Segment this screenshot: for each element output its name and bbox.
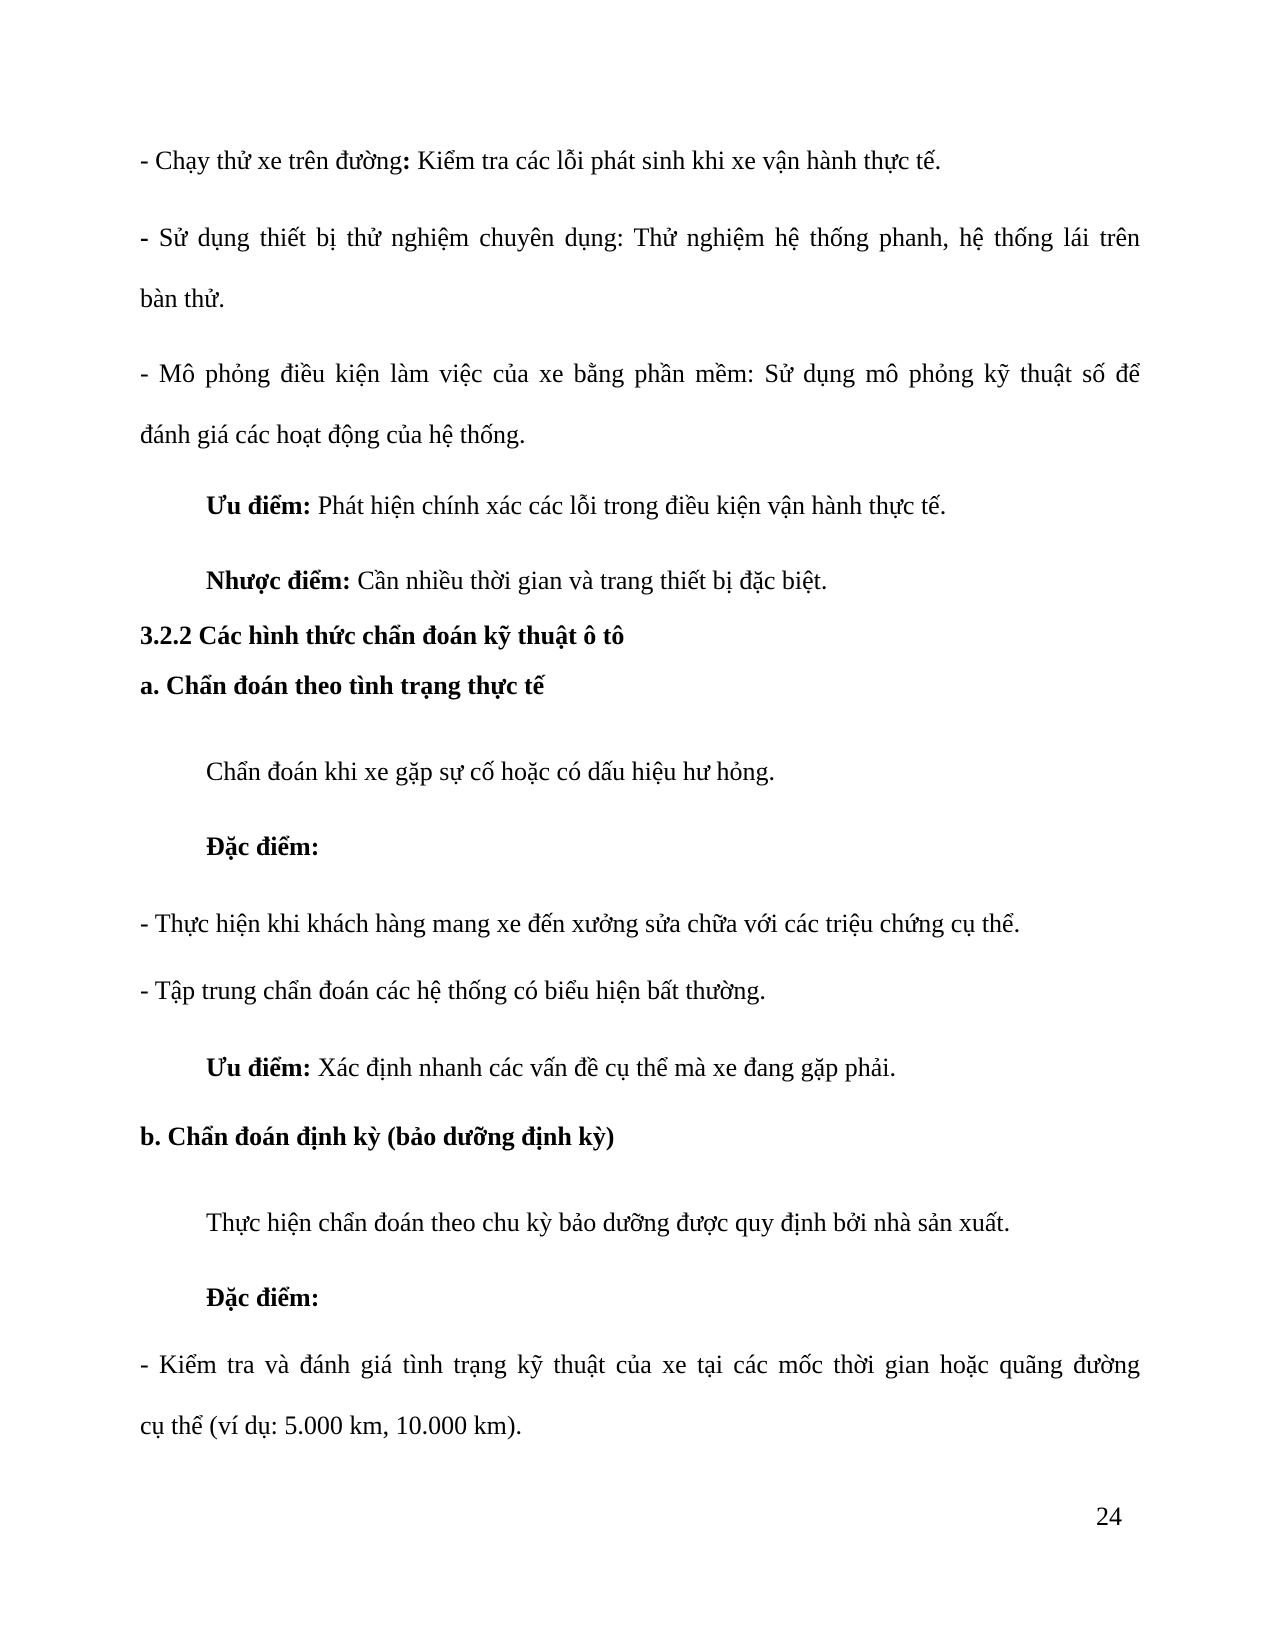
text-run: 3.2.2 Các hình thức chẩn đoán kỹ thuật ô tô [140,621,625,650]
text-line [140,661,1140,711]
text-line [140,893,1140,954]
text-run: bàn thử. [140,284,225,313]
paragraph [140,550,1140,611]
text-run: - Tập trung chẩn đoán các hệ thống có biểu hiện bất thường. [140,976,766,1005]
paragraph [140,893,1140,954]
paragraph [140,1037,1140,1098]
text-run: Phát hiện chính xác các lỗi trong điều kiện vận hành thực tế. [311,491,947,520]
text-run: Đặc điểm: [206,832,320,861]
text-line [140,475,1140,536]
text-line [140,1395,1140,1456]
text-run: - Chạy thử xe trên đường [140,146,403,175]
text-run: cụ thể (ví dụ: 5.000 km, 10.000 km). [140,1411,523,1440]
paragraph [140,1334,1140,1456]
text-run: Cần nhiều thời gian và trang thiết bị đặc biệt. [350,566,828,595]
text-line [140,741,1140,802]
text-line [140,404,1140,465]
text-line [140,816,1140,877]
text-run: - Mô phỏng điều kiện làm việc của xe bằng phần mềm: Sử dụng mô phỏng kỹ thuật số để [140,359,1140,388]
text-line [140,268,1140,329]
paragraph [140,1267,1140,1328]
document-content [140,130,1140,1456]
paragraph [140,816,1140,877]
paragraph [140,741,1140,802]
paragraph [140,343,1140,465]
text-line [140,1192,1140,1253]
section-heading [140,1112,1140,1162]
text-line [140,343,1140,404]
text-line [140,207,1140,268]
text-line [140,550,1140,611]
paragraph [140,475,1140,536]
section-heading [140,611,1140,661]
text-run: Nhược điểm: [206,566,351,595]
text-run: Chẩn đoán khi xe gặp sự cố hoặc có dấu hiệu hư hỏng. [206,757,775,786]
paragraph [140,207,1140,329]
text-run: Đặc điểm: [206,1283,320,1312]
text-run: b. Chẩn đoán định kỳ (bảo dưỡng định kỳ) [140,1122,615,1151]
page-number: 24 [1096,1502,1122,1531]
text-run: đánh giá các hoạt động của hệ thống. [140,420,526,449]
section-heading [140,661,1140,711]
text-line [140,1112,1140,1162]
text-run: a. Chẩn đoán theo tình trạng thực tế [140,671,545,700]
paragraph [140,1192,1140,1253]
text-run: Xác định nhanh các vấn đề cụ thể mà xe đang gặp phải. [311,1053,896,1082]
paragraph [140,960,1140,1021]
text-run: Thực hiện chẩn đoán theo chu kỳ bảo dưỡng được quy định bởi nhà sản xuất. [206,1208,1011,1237]
paragraph [140,130,1140,191]
text-line [140,611,1140,661]
text-run: Ưu điểm: [206,1053,312,1082]
text-run: Sử dụng thiết bị thử nghiệm chuyên dụng: Thử nghiệm hệ thống phanh, hệ thống lái trên [158,223,1140,252]
text-line [140,1037,1140,1098]
text-line [140,130,1140,191]
text-run: : [402,146,411,175]
text-run: - Thực hiện khi khách hàng mang xe đến xưởng sửa chữa với các triệu chứng cụ thể. [140,909,1021,938]
text-line [140,960,1140,1021]
text-line [140,1267,1140,1328]
text-run: Kiểm tra các lỗi phát sinh khi xe vận hành thực tế. [410,146,942,175]
text-line [140,1334,1140,1395]
text-run: Ưu điểm: [206,491,312,520]
text-run: - [140,223,159,252]
text-run: - Kiểm tra và đánh giá tình trạng kỹ thuật của xe tại các mốc thời gian hoặc quãng đường [140,1350,1140,1379]
